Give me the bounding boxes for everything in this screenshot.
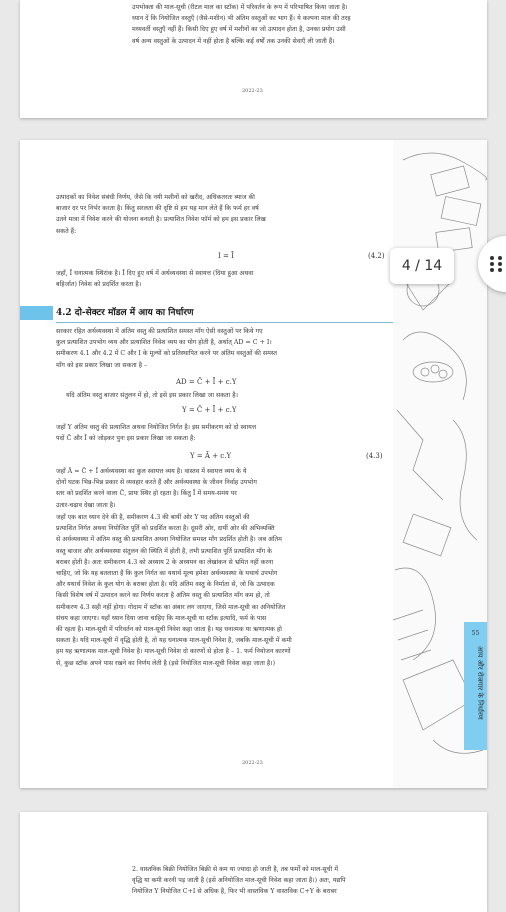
autonomous-expenditure-paragraph (56, 466, 396, 511)
document-page-next (20, 812, 487, 912)
text-line: उत्पादकों का निवेश संबंधी निर्णय, जैसे कि नयी मशीनों को खरीद, अधिकतरतः ब्याज की (56, 194, 255, 201)
text-line: उतार-चढ़ाव देखा जाता है। (56, 501, 116, 509)
chapter-tab (464, 622, 487, 750)
section-marker (20, 306, 53, 320)
equation-y-paragraph (56, 422, 396, 444)
grip-dots-icon (489, 255, 503, 273)
text-line: वर्ष अन्य वस्तुओं के उत्पादन में नहीं होता है बल्कि कई वर्षों तक उनकी सेवाएँ ली जाती हैं। (132, 37, 335, 45)
page-number: 2022-23 (242, 88, 263, 94)
text-line: जहाँ, Ī धनात्मक स्थिरांक है। Ī दिए हुए वर्ष में अर्थव्यवस्था से स्वायत्त (दिया हुआ अथवा (56, 270, 254, 277)
equation-4-2: I = Ī (218, 252, 234, 260)
text-line: जहाँ Y अंतिम वस्तु की प्रत्याशित अथवा नियोजित निर्गत है। इस समीकरण को दो स्वायत्त (56, 424, 257, 431)
text-line: सरकार रहित अर्थव्यवस्था में अंतिम वस्तु की प्रत्याशित समस्त माँग ऐसी वस्तुओं पर किये गए (56, 328, 263, 335)
text-line: पदों C̄ और Ī को जोड़कर पुनः इस प्रकार लिखा जा सकता है: (56, 435, 196, 443)
text-line: वृद्धि या कमी करनी पड़ जाती है (इसे अनियोजित माल-सूची निवेश कहा जाता है।) अतः, यद्यपि (132, 877, 346, 885)
equation-ad: AD = C̄ + Ī + c.Y (176, 378, 237, 386)
text-line: किसी विशेष वर्ष में उत्पादन करने का निर्णय करता है अंतिम वस्तु की प्रत्याशित माँग कम हो, तो (56, 592, 270, 600)
chapter-page-number: 55 (471, 630, 480, 637)
section-heading: 4.2 दो-सेक्टर मॉडल में आय का निर्धारण (56, 308, 194, 318)
text-line: समीकरण 4.3 सही नहीं होगा। गोदाम में स्टॉक का अंबार लग जाएगा, जिसे माल-सूची का अनियोजित (56, 603, 286, 611)
equation-4-3: Y = Ā + c.Y (190, 452, 232, 460)
page-text-block (132, 864, 472, 898)
chapter-title: आय और रोजगार के निर्धारण (476, 646, 484, 720)
equation-label: (4.2) (368, 252, 385, 260)
text-line: बराबर होती है। अतः समीकरण 4.3 को अध्याय 2 के अध्ययन का लेखांकन से भ्रमित नहीं करना (56, 558, 274, 566)
text-line: कुल प्रत्याशित उपभोग व्यय और प्रत्याशित निवेश व्यय का योग होती है, अर्थात् AD = C + I। (56, 339, 272, 347)
text-line: जहाँ एक बात ध्यान देने की है, समीकरण 4.3 की बायीं ओर Y पद अंतिम वस्तुओं की (56, 514, 250, 521)
text-line: से अर्थव्यवस्था में अंतिम वस्तु की प्रत्याशित अथवा नियोजित समस्त माँग प्रदर्शित होती है। जब अंतिम (56, 536, 282, 544)
text-line: बहिर्जात) निवेश को प्रदर्शित करता है। (56, 281, 142, 289)
text-line: दोनों घटक भिन्न-भिन्न प्रकार से व्यवहार करते हैं और अर्थव्यवस्था के जीवन निर्वाह उपभोग (56, 479, 257, 487)
document-page-current (20, 140, 487, 788)
text-line: उतने मात्रा में निवेश करने की योजना बनाती है। प्रत्याशित निवेश फॉर्म को हम इस प्रकार लिख (56, 216, 266, 224)
text-line: समीकरण 4.1 और 4.2 में C और I के मूल्यों को प्रतिस्थापित करने पर अंतिम वस्तुओं की समस्त (56, 350, 277, 358)
text-line: और यथार्थ निवेश के कुल योग के बराबर होता है। यदि अंतिम वस्तु के निर्माता से, जो कि उत्पादक (56, 581, 275, 589)
text-line: स्तर को प्रदर्शित करने वाला C̄, प्रायः स्थिर हो रहता है। किंतु Ī में समय-समय पर (56, 490, 237, 498)
equation-y: Y = C̄ + Ī + c.Y (182, 406, 237, 414)
text-line: ध्यान दें कि नियोजित वस्तुएँ (जैसे-मशीन) भी अंतिम वस्तुओं का भाग हैं। ये कल्पना माल की तरह (132, 15, 351, 23)
text-line: सकते हैं: (56, 227, 77, 235)
text-line: 2. वास्तविक बिक्री नियोजित बिक्री से कम या ज्यादा हो जाती है, तब फर्मों को माल-सूची में (132, 866, 339, 873)
equilibrium-paragraph (56, 512, 396, 669)
document-page-previous (20, 0, 487, 118)
text-line: सकता है। यदि माल-सूची में वृद्धि होती है, तो यह धनात्मक माल-सूची निवेश है, जबकि माल-सूची में कमी (56, 637, 292, 645)
text-line: माँग को इस प्रकार लिखा जा सकता है – (56, 361, 148, 369)
definition-paragraph (56, 268, 396, 290)
text-line: बाजार दर पर निर्भर करता है। किंतु सरलता की दृष्टि से हम यह मान लेते हैं कि फर्म हर वर्ष (56, 205, 259, 213)
text-line: जहाँ Ā = C̄ + Ī अर्थव्यवस्था का कुल स्वायत्त व्यय है। वास्तव में स्वायत्त व्यय के ये (56, 468, 247, 475)
text-line: की रहता है। माल-सूची में परिवर्तन को माल-सूची निवेश कहा जाता है। यह धनात्मक या ऋणात्मक हो (56, 626, 282, 634)
text-line: चाहिए, जो कि यह बतलाता है कि कुल निर्गत का यथार्थ मूल्य हमेशा अर्थव्यवस्था के यथार्थ उपभोग (56, 570, 278, 578)
heading-underline (56, 322, 396, 323)
text-line: संचय कहा जाएगा। यहाँ ध्यान दिया जाना चाहिए कि माल-सूची या स्टॉक इत्यादि, फर्म के पास (56, 614, 267, 622)
text-line: प्रत्याशित निर्गत अथवा नियोजित पूर्ति को प्रदर्शित करता है। दूसरी ओर, दायीं ओर की अभिव्यक्ति (56, 525, 275, 533)
text-line: नियोजित Y नियोजित C+I से अधिक है, फिर भी वास्तविक Y वास्तविक C+Y के बराबर (132, 888, 337, 896)
page-indicator[interactable]: 4 / 14 (390, 248, 454, 284)
text-line: उपभोक्ता की माल-सूची (रीटल माल का स्टॉक) में परिवर्तन के रूप में परिभाषित किया जाता है। (132, 4, 348, 11)
page-number: 2022-23 (242, 760, 263, 766)
text-line: हम यह ऋणात्मक माल-सूची निवेश है। माल-सूची निवेश दो कारणों से होता है – 1. फर्म नियोजन कारणों (56, 648, 291, 656)
text-line: यदि अंतिम वस्तु बाजार संतुलन में हो, तो इसे इस प्रकार लिखा जा सकता है। (66, 392, 239, 399)
text-line: से, कुछ स्टॉक अपने पास रखने का निर्णय लेती है (इसे नियोजित माल-सूची निवेश कहा जाता है।) (56, 659, 276, 667)
text-line: मध्यवर्ती वस्तुएँ नहीं हैं। किसी दिए हुए वर्ष में मशीनों का जो उत्पादन होता है, उनका प्रयोग उसी (132, 26, 346, 34)
section-paragraph (56, 326, 396, 371)
text-line: वस्तु बाजार और अर्थव्यवस्था संतुलन की स्थिति में होती है, तभी प्रत्याशित पूर्ति प्रत्याशित माँग के (56, 547, 272, 555)
intro-paragraph (56, 192, 396, 237)
page-text-block (132, 2, 472, 47)
equation-label: (4.3) (366, 452, 383, 460)
